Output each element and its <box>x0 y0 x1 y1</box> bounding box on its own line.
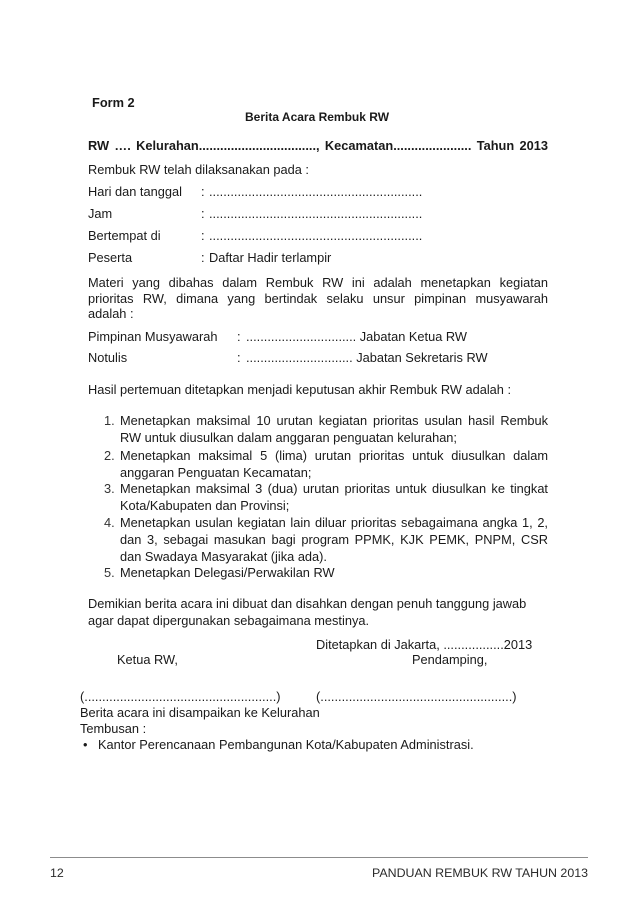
materi-paragraph <box>88 275 548 322</box>
decision-number: 2. <box>104 448 115 463</box>
decision-line: anggaran Penguatan Kecamatan; <box>120 465 312 480</box>
detail-separator: : <box>201 228 205 243</box>
detail-label: Jam <box>88 206 113 221</box>
decision-item <box>104 480 548 514</box>
decision-number: 5. <box>104 565 115 580</box>
detail-value: ............................................................ <box>209 206 423 221</box>
decision-item <box>104 447 548 481</box>
paragraph-line: agar dapat dipergunakan sebagaimana mestinya. <box>88 613 370 628</box>
decision-line: dan 3, sebagai masukan bagi program PPMK, KJK PEMK, PNPM, CSR <box>120 532 548 547</box>
decision-line: dan Swadaya Masyarakat (jika ada). <box>120 549 327 564</box>
official-separator: : <box>237 350 241 365</box>
official-label: Pimpinan Musyawarah <box>88 329 218 344</box>
paragraph-line: prioritas RW, dimana yang bertindak selaku unsur pimpinan musyawarah <box>88 290 548 306</box>
bullet-icon: • <box>83 737 88 752</box>
signer-role-left: Ketua RW, <box>117 652 178 667</box>
signer-role-right: Pendamping, <box>412 652 488 667</box>
place-date: Ditetapkan di Jakarta, .................2013 <box>316 637 533 652</box>
running-title: PANDUAN REMBUK RW TAHUN 2013 <box>372 866 588 880</box>
footer-rule <box>50 857 588 858</box>
detail-separator: : <box>201 206 205 221</box>
cc-label: Tembusan : <box>80 721 147 736</box>
paragraph-line: Materi yang dibahas dalam Rembuk RW ini adalah menetapkan kegiatan <box>88 275 548 290</box>
page-number: 12 <box>50 866 64 880</box>
decision-number: 3. <box>104 481 115 496</box>
detail-label: Hari dan tanggal <box>88 184 182 199</box>
signer-name-left: (......................................................) <box>80 689 281 704</box>
decision-number: 4. <box>104 515 115 530</box>
decision-item <box>104 412 548 446</box>
decision-line: Menetapkan maksimal 10 urutan kegiatan prioritas usulan hasil Rembuk <box>120 413 548 428</box>
location-header-line: RW …. Kelurahan................................., Kecamatan...................... Tahun 2013 <box>88 138 548 153</box>
detail-value: ............................................................ <box>209 184 423 199</box>
paragraph-line: Demikian berita acara ini dibuat dan disahkan dengan penuh tanggung jawab <box>88 596 527 611</box>
result-intro: Hasil pertemuan ditetapkan menjadi keputusan akhir Rembuk RW adalah : <box>88 382 512 397</box>
intro-text: Rembuk RW telah dilaksanakan pada : <box>88 162 309 177</box>
decision-line: Menetapkan usulan kegiatan lain diluar prioritas sebagaimana angka 1, 2, <box>120 515 548 530</box>
detail-value: Daftar Hadir terlampir <box>209 250 332 265</box>
paragraph-line: adalah : <box>88 306 134 321</box>
decision-line: Kota/Kabupaten dan Provinsi; <box>120 498 290 513</box>
detail-label: Peserta <box>88 250 133 265</box>
cc-item: Kantor Perencanaan Pembangunan Kota/Kabupaten Administrasi. <box>98 737 474 752</box>
detail-separator: : <box>201 250 205 265</box>
official-value: .............................. Jabatan Sekretaris RW <box>246 350 488 365</box>
decision-item <box>104 514 548 565</box>
decision-line: Menetapkan maksimal 3 (dua) urutan prioritas untuk diusulkan ke tingkat <box>120 481 548 496</box>
official-label: Notulis <box>88 350 128 365</box>
closing-paragraph <box>88 595 548 629</box>
decision-line: RW untuk diusulkan dalam anggaran penguatan kelurahan; <box>120 430 457 445</box>
official-value: ............................... Jabatan Ketua RW <box>246 329 467 344</box>
document-title: Berita Acara Rembuk RW <box>245 110 390 124</box>
detail-value: ............................................................ <box>209 228 423 243</box>
decision-number: 1. <box>104 413 115 428</box>
submitted-to: Berita acara ini disampaikan ke Kelurahan <box>80 705 320 720</box>
decision-item <box>104 564 548 581</box>
official-separator: : <box>237 329 241 344</box>
form-label: Form 2 <box>92 95 135 110</box>
detail-label: Bertempat di <box>88 228 161 243</box>
decision-line: Menetapkan maksimal 5 (lima) urutan prioritas untuk diusulkan dalam <box>120 448 548 463</box>
signer-name-right: (......................................................) <box>316 689 517 704</box>
decision-line: Menetapkan Delegasi/Perwakilan RW <box>120 565 335 580</box>
detail-separator: : <box>201 184 205 199</box>
